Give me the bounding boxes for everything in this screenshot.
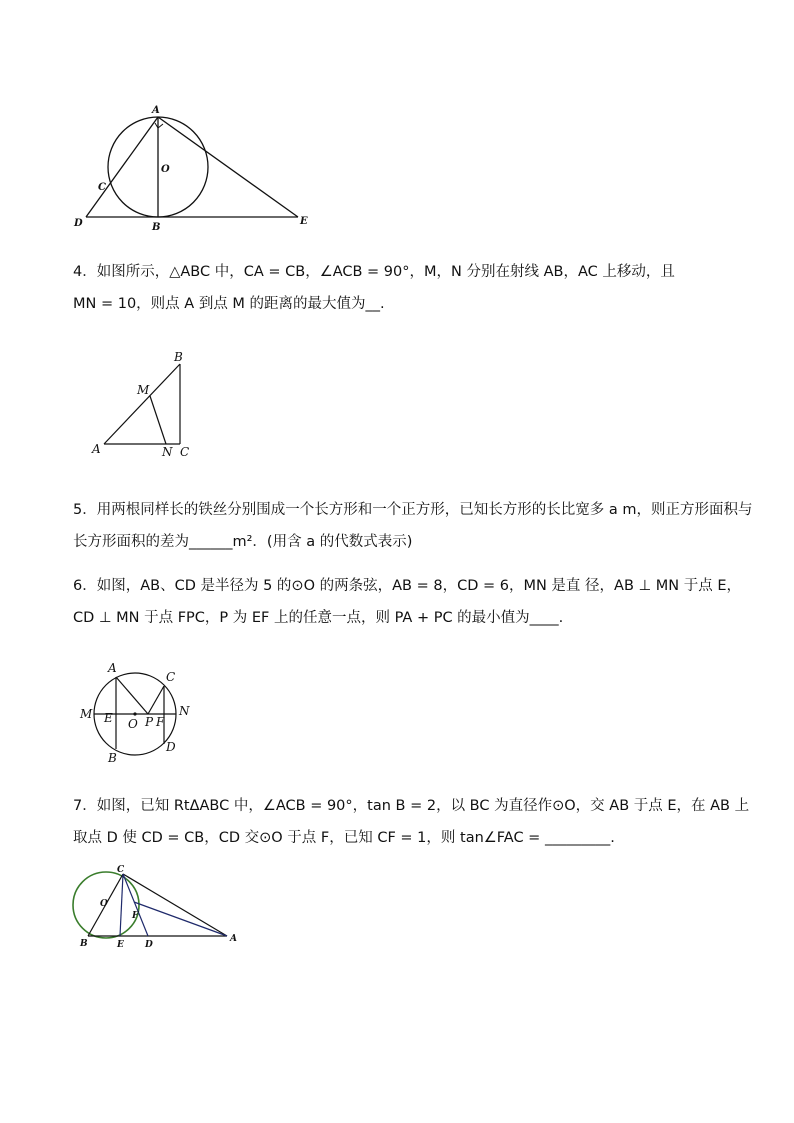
figure-circle-right-triangle [70, 862, 250, 952]
problem-6-line-2: CD ⊥ MN 于点 FPC，P 为 EF 上的任意一点，则 PA + PC 的最小值为____. [73, 610, 564, 626]
label-o: O [100, 899, 108, 909]
label-b: B [152, 222, 161, 233]
problem-4-line-1: 4．如图所示，△ABC 中，CA = CB，∠ACB = 90°，M，N 分别在射线 AB，AC 上移动，且 [73, 264, 675, 280]
label-m: M [80, 707, 93, 721]
label-c: C [180, 445, 190, 459]
label-a: A [230, 934, 237, 944]
figure-circle-triangle [70, 100, 330, 240]
label-d: D [145, 940, 153, 950]
label-c: C [117, 865, 125, 875]
label-c: C [166, 670, 176, 684]
figure-circle-chords [76, 656, 196, 766]
right-angle-mark [155, 123, 163, 128]
label-c: C [98, 182, 106, 193]
label-f: F [156, 715, 165, 729]
label-d: D [74, 218, 83, 229]
problem-7-line-2: 取点 D 使 CD = CB，CD 交⊙O 于点 F，已知 CF = 1，则 tan∠FAC = _________. [73, 830, 615, 846]
line-ab [104, 364, 180, 444]
label-b: B [108, 751, 117, 765]
line-mn [150, 396, 166, 444]
problem-5-line-1: 5．用两根同样长的铁丝分别围成一个长方形和一个正方形，已知长方形的长比宽多 a m，则正方形面积与 [73, 502, 753, 518]
problem-4-line-2: MN = 10，则点 A 到点 M 的距离的最大值为__. [73, 296, 385, 312]
label-n: N [162, 445, 173, 459]
label-a: A [152, 105, 160, 116]
label-e: E [104, 711, 113, 725]
line-fa [134, 902, 227, 936]
label-o: O [128, 717, 138, 731]
line-cd [123, 874, 148, 936]
label-b: B [80, 939, 88, 949]
line-ce [120, 874, 123, 936]
label-e: E [117, 940, 124, 950]
problem-7-line-1: 7．如图，已知 RtΔABC 中，∠ACB = 90°，tan B = 2，以 BC 为直径作⊙O，交 AB 于点 E，在 AB 上 [73, 798, 750, 814]
label-m: M [137, 383, 150, 397]
center-dot [133, 712, 136, 715]
label-f: F [132, 911, 139, 921]
label-a: A [92, 442, 101, 456]
segment-pc [148, 686, 164, 714]
label-o: O [161, 164, 170, 175]
problem-6-line-1: 6．如图，AB、CD 是半径为 5 的⊙O 的两条弦，AB = 8，CD = 6，MN 是直 径，AB ⊥ MN 于点 E， [73, 578, 741, 594]
label-p: P [145, 715, 154, 729]
label-e: E [300, 216, 308, 227]
label-b: B [174, 350, 183, 364]
label-a: A [108, 661, 117, 675]
problem-5-line-2: 长方形面积的差为______m²．(用含 a 的代数式表示) [73, 534, 413, 550]
segment-pa [116, 677, 148, 714]
label-d: D [166, 740, 176, 754]
label-n: N [179, 704, 190, 718]
figure-triangle-mn [86, 348, 206, 463]
line-ae [158, 117, 298, 217]
